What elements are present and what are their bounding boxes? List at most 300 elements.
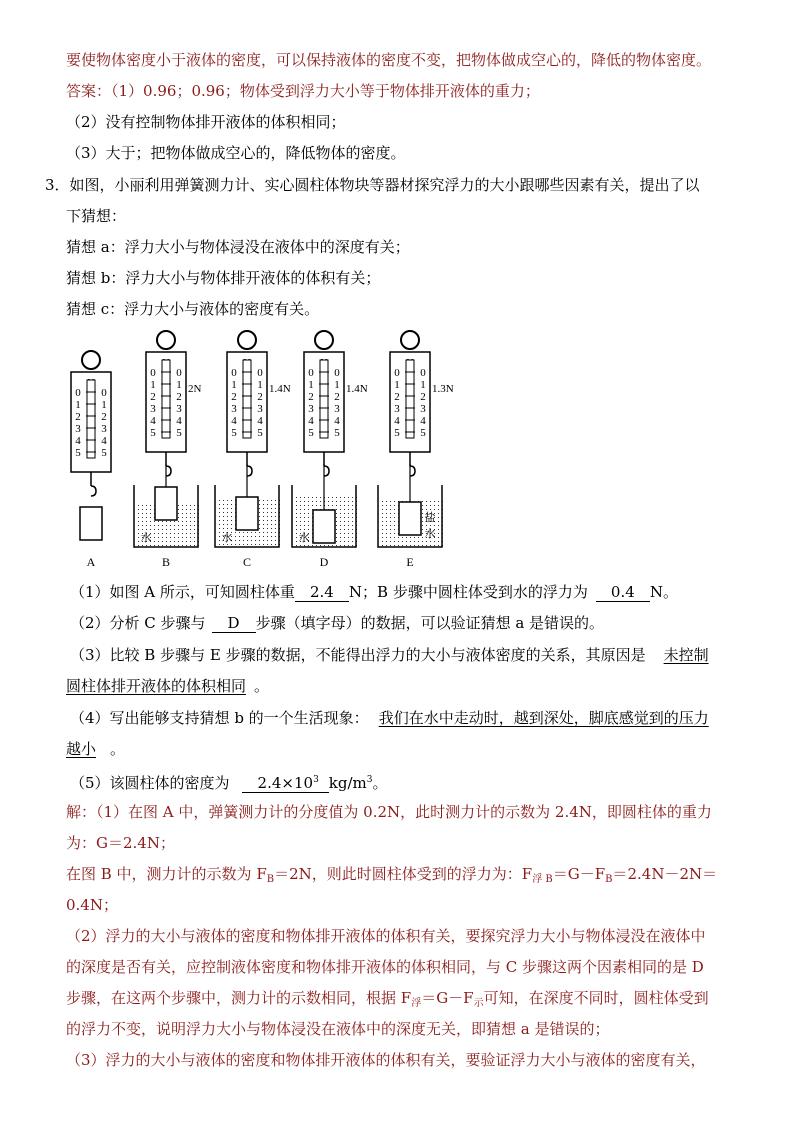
liquid-dot	[227, 500, 228, 501]
liquid-dot	[386, 521, 387, 522]
liquid-dot	[434, 501, 435, 502]
liquid-dot	[162, 525, 163, 526]
scale-tick-label: 0	[75, 387, 81, 399]
liquid-dot	[231, 500, 232, 501]
liquid-dot	[344, 537, 345, 538]
liquid-dot	[308, 521, 309, 522]
liquid-dot	[344, 525, 345, 526]
liquid-dot	[190, 513, 191, 514]
liquid-dot	[340, 497, 341, 498]
liquid-dot	[255, 536, 256, 537]
liquid-dot	[235, 536, 236, 537]
liquid-dot	[267, 508, 268, 509]
liquid-dot	[344, 541, 345, 542]
liquid-dot	[194, 513, 195, 514]
cylinder	[155, 487, 177, 520]
liquid-dot	[158, 533, 159, 534]
liquid-dot	[182, 517, 183, 518]
liquid-dot	[247, 536, 248, 537]
liquid-dot	[296, 521, 297, 522]
liquid-dot	[190, 525, 191, 526]
liquid-dot	[434, 525, 435, 526]
liquid-dot	[174, 537, 175, 538]
liquid-dot	[344, 513, 345, 514]
liquid-dot	[352, 533, 353, 534]
liquid-dot	[259, 536, 260, 537]
liquid-dot	[178, 525, 179, 526]
liquid-dot	[390, 529, 391, 530]
liquid-dot	[267, 516, 268, 517]
liquid-dot	[308, 517, 309, 518]
liquid-dot	[344, 509, 345, 510]
liquid-dot	[267, 536, 268, 537]
liquid-dot	[186, 509, 187, 510]
scale-tick-label: 5	[308, 427, 314, 439]
prev-answer-line: 要使物体密度小于液体的密度，可以保持液体的密度不变，把物体做成空心的，降低的物体密度。	[66, 51, 712, 69]
liquid-dot	[300, 529, 301, 530]
scale-tick-label: 5	[394, 427, 400, 439]
liquid-dot	[162, 529, 163, 530]
liquid-dot	[320, 545, 321, 546]
liquid-dot	[231, 524, 232, 525]
liquid-dot	[182, 509, 183, 510]
liquid-dot	[263, 508, 264, 509]
liquid-dot	[275, 532, 276, 533]
solution-line-9: （3）浮力的大小与液体的密度和物体排开液体的体积有关，要验证浮力大小与液体的密度有关，	[66, 1051, 706, 1069]
liquid-dot	[146, 545, 147, 546]
liquid-dot	[259, 516, 260, 517]
liquid-dot	[263, 544, 264, 545]
liquid-dot	[194, 521, 195, 522]
q2-text-end: 步骤（填字母）的数据，可以验证猜想 a 是错误的。	[255, 614, 605, 632]
liquid-dot	[414, 541, 415, 542]
scale-tick-label: 4	[308, 415, 314, 427]
liquid-dot	[438, 505, 439, 506]
scale-tick-label: 5	[150, 427, 156, 439]
q5-answer	[242, 771, 329, 793]
liquid-dot	[426, 509, 427, 510]
liquid-dot	[352, 513, 353, 514]
liquid-dot	[308, 513, 309, 514]
liquid-dot	[219, 512, 220, 513]
liquid-dot	[154, 537, 155, 538]
liquid-dot	[166, 521, 167, 522]
solution-line-3	[66, 864, 717, 890]
liquid-dot	[316, 505, 317, 506]
liquid-dot	[328, 545, 329, 546]
liquid-dot	[275, 508, 276, 509]
liquid-dot	[438, 525, 439, 526]
liquid-dot	[430, 525, 431, 526]
liquid-dot	[422, 505, 423, 506]
scale-hook	[410, 466, 415, 476]
liquid-dot	[352, 497, 353, 498]
liquid-dot	[390, 521, 391, 522]
solution-line-4: 0.4N；	[66, 896, 118, 914]
liquid-dot	[340, 505, 341, 506]
liquid-dot	[194, 537, 195, 538]
liquid-dot	[271, 536, 272, 537]
liquid-dot	[352, 509, 353, 510]
q1-text-end: N。	[649, 583, 678, 601]
liquid-dot	[227, 516, 228, 517]
liquid-dot	[227, 504, 228, 505]
liquid-dot	[430, 505, 431, 506]
liquid-dot	[332, 505, 333, 506]
liquid-dot	[352, 517, 353, 518]
liquid-dot	[430, 501, 431, 502]
scale-hook	[166, 466, 171, 476]
liquid-dot	[166, 525, 167, 526]
liquid-dot	[422, 513, 423, 514]
liquid-dot	[300, 525, 301, 526]
liquid-dot	[231, 516, 232, 517]
liquid-dot	[300, 505, 301, 506]
liquid-dot	[182, 533, 183, 534]
liquid-dot	[231, 504, 232, 505]
liquid-dot	[162, 537, 163, 538]
liquid-dot	[150, 529, 151, 530]
liquid-dot	[158, 525, 159, 526]
cylinder	[399, 502, 421, 535]
scale-tick-label: 4	[257, 415, 263, 427]
q3-answer-part2: 圆柱体排开液体的体积相同	[66, 677, 247, 695]
liquid-dot	[263, 524, 264, 525]
liquid-dot	[382, 509, 383, 510]
liquid-dot	[304, 509, 305, 510]
liquid-dot	[382, 533, 383, 534]
liquid-dot	[190, 517, 191, 518]
liquid-dot	[382, 505, 383, 506]
liquid-dot	[170, 541, 171, 542]
liquid-dot	[340, 545, 341, 546]
liquid-dot	[438, 533, 439, 534]
sol-text: ＝G－F	[552, 865, 606, 883]
solution-line-2: 为：G＝2.4N；	[66, 834, 175, 852]
scale-reading: 1.3N	[432, 383, 454, 395]
liquid-dot	[263, 516, 264, 517]
answer-heading: 答案：（1）0.96；0.96；物体受到浮力大小等于物体排开液体的重力；	[66, 82, 540, 100]
liquid-dot	[178, 517, 179, 518]
q1-answer-weight: 2.4	[295, 583, 349, 602]
liquid-dot	[386, 513, 387, 514]
liquid-dot	[382, 517, 383, 518]
liquid-dot	[382, 529, 383, 530]
liquid-dot	[243, 544, 244, 545]
scale-tick-label: 2	[257, 391, 263, 403]
liquid-dot	[154, 521, 155, 522]
liquid-dot	[267, 520, 268, 521]
liquid-dot	[178, 529, 179, 530]
liquid-dot	[267, 544, 268, 545]
liquid-dot	[190, 545, 191, 546]
liquid-dot	[398, 545, 399, 546]
liquid-dot	[422, 521, 423, 522]
liquid-dot	[174, 529, 175, 530]
hypothesis-b: 猜想 b：浮力大小与物体排开液体的体积有关；	[66, 269, 381, 287]
liquid-dot	[308, 509, 309, 510]
liquid-dot	[410, 545, 411, 546]
liquid-dot	[186, 517, 187, 518]
scale-tick-label: 3	[231, 403, 237, 415]
scale-tick-label: 3	[75, 423, 81, 435]
liquid-dot	[271, 500, 272, 501]
liquid-dot	[223, 528, 224, 529]
scale-tick-label: 0	[257, 367, 263, 379]
liquid-dot	[190, 537, 191, 538]
liquid-dot	[271, 504, 272, 505]
liquid-dot	[382, 501, 383, 502]
liquid-dot	[138, 545, 139, 546]
scale-tick-label: 1	[334, 379, 340, 391]
liquid-dot	[259, 508, 260, 509]
q2-answer: D	[212, 614, 256, 633]
liquid-dot	[336, 521, 337, 522]
liquid-dot	[340, 525, 341, 526]
liquid-dot	[386, 525, 387, 526]
liquid-dot	[312, 505, 313, 506]
liquid-dot	[434, 509, 435, 510]
liquid-dot	[304, 529, 305, 530]
cylinder	[313, 510, 335, 543]
liquid-dot	[336, 501, 337, 502]
liquid-dot	[340, 529, 341, 530]
liquid-dot	[340, 501, 341, 502]
liquid-dot	[382, 513, 383, 514]
liquid-dot	[194, 541, 195, 542]
q3-line	[70, 645, 709, 665]
scale-tick-label: 0	[231, 367, 237, 379]
liquid-dot	[344, 505, 345, 506]
scale-ring	[157, 331, 175, 349]
liquid-dot	[426, 541, 427, 542]
liquid-dot	[138, 525, 139, 526]
scale-tick-label: 1	[101, 399, 107, 411]
liquid-dot	[150, 517, 151, 518]
liquid-dot	[194, 505, 195, 506]
scale-tick-label: 1	[394, 379, 400, 391]
liquid-dot	[138, 505, 139, 506]
liquid-dot	[154, 525, 155, 526]
scale-tick-label: 1	[308, 379, 314, 391]
liquid-dot	[352, 529, 353, 530]
q5-text: （5）该圆柱体的密度为	[70, 774, 230, 792]
liquid-dot	[166, 541, 167, 542]
liquid-dot	[194, 545, 195, 546]
scale-tick-label: 5	[334, 427, 340, 439]
scale-hook	[91, 486, 96, 496]
liquid-dot	[267, 532, 268, 533]
liquid-dot	[410, 537, 411, 538]
liquid-dot	[182, 545, 183, 546]
liquid-dot	[227, 512, 228, 513]
liquid-label: 水	[298, 532, 310, 544]
liquid-dot	[154, 541, 155, 542]
step-label: E	[406, 555, 414, 569]
liquid-dot	[300, 497, 301, 498]
liquid-dot	[219, 536, 220, 537]
q5-unit: kg/m	[328, 774, 367, 792]
liquid-dot	[251, 540, 252, 541]
liquid-dot	[138, 541, 139, 542]
liquid-dot	[150, 509, 151, 510]
liquid-dot	[138, 521, 139, 522]
liquid-dot	[194, 509, 195, 510]
liquid-dot	[219, 508, 220, 509]
scale-tick-label: 2	[420, 391, 426, 403]
liquid-dot	[344, 517, 345, 518]
liquid-dot	[267, 512, 268, 513]
liquid-dot	[259, 532, 260, 533]
liquid-dot	[344, 497, 345, 498]
liquid-dot	[247, 532, 248, 533]
liquid-dot	[320, 501, 321, 502]
liquid-dot	[402, 537, 403, 538]
liquid-dot	[154, 533, 155, 534]
liquid-dot	[414, 545, 415, 546]
liquid-dot	[308, 505, 309, 506]
liquid-dot	[336, 545, 337, 546]
scale-tick-label: 2	[231, 391, 237, 403]
liquid-dot	[316, 501, 317, 502]
q4-line-2	[66, 739, 125, 759]
liquid-dot	[422, 541, 423, 542]
liquid-dot	[438, 501, 439, 502]
liquid-dot	[150, 513, 151, 514]
liquid-dot	[174, 521, 175, 522]
liquid-dot	[186, 533, 187, 534]
liquid-dot	[174, 541, 175, 542]
liquid-dot	[390, 505, 391, 506]
liquid-dot	[170, 533, 171, 534]
liquid-dot	[170, 525, 171, 526]
liquid-dot	[150, 521, 151, 522]
scale-tick-label: 0	[176, 367, 182, 379]
liquid-dot	[312, 545, 313, 546]
scale-ring	[315, 331, 333, 349]
liquid-dot	[438, 517, 439, 518]
q3-answer-part1: 未控制	[663, 646, 709, 664]
liquid-dot	[426, 525, 427, 526]
solution-line-8: 的浮力不变，说明浮力大小与物体浸没在液体中的深度无关，即猜想 a 是错误的；	[66, 1020, 610, 1038]
liquid-dot	[186, 537, 187, 538]
liquid-dot	[336, 533, 337, 534]
liquid-label: 水	[140, 532, 152, 544]
scale-tick-label: 2	[308, 391, 314, 403]
liquid-dot	[255, 540, 256, 541]
liquid-dot	[304, 505, 305, 506]
liquid-dot	[296, 505, 297, 506]
liquid-dot	[406, 541, 407, 542]
step-label: A	[86, 555, 96, 569]
liquid-dot	[340, 513, 341, 514]
sol-sub: B	[605, 874, 613, 885]
liquid-dot	[438, 529, 439, 530]
scale-tick-label: 0	[150, 367, 156, 379]
liquid-dot	[348, 525, 349, 526]
liquid-dot	[352, 521, 353, 522]
scale-tick-label: 5	[257, 427, 263, 439]
liquid-dot	[235, 532, 236, 533]
liquid-dot	[223, 520, 224, 521]
liquid-dot	[438, 537, 439, 538]
liquid-dot	[438, 545, 439, 546]
liquid-dot	[340, 533, 341, 534]
liquid-dot	[271, 532, 272, 533]
liquid-dot	[263, 532, 264, 533]
sol-sub: 示	[473, 998, 484, 1009]
liquid-dot	[386, 545, 387, 546]
liquid-dot	[146, 529, 147, 530]
liquid-dot	[182, 513, 183, 514]
scale-tick-label: 0	[334, 367, 340, 379]
liquid-dot	[271, 524, 272, 525]
liquid-dot	[332, 497, 333, 498]
liquid-dot	[182, 541, 183, 542]
liquid-dot	[296, 529, 297, 530]
liquid-dot	[186, 545, 187, 546]
liquid-dot	[312, 501, 313, 502]
liquid-dot	[336, 529, 337, 530]
q1-text-mid: N；B 步骤中圆柱体受到水的浮力为	[348, 583, 588, 601]
liquid-dot	[239, 544, 240, 545]
liquid-dot	[251, 532, 252, 533]
scale-tick-label: 0	[420, 367, 426, 379]
liquid-dot	[394, 525, 395, 526]
liquid-dot	[394, 509, 395, 510]
liquid-dot	[223, 508, 224, 509]
liquid-dot	[418, 537, 419, 538]
liquid-dot	[178, 513, 179, 514]
liquid-dot	[275, 512, 276, 513]
liquid-dot	[275, 504, 276, 505]
liquid-dot	[150, 525, 151, 526]
liquid-dot	[308, 545, 309, 546]
scale-tick-label: 4	[101, 435, 107, 447]
liquid-dot	[394, 529, 395, 530]
liquid-dot	[426, 501, 427, 502]
liquid-dot	[352, 525, 353, 526]
liquid-dot	[259, 504, 260, 505]
liquid-dot	[300, 513, 301, 514]
liquid-dot	[247, 544, 248, 545]
scale-tick-label: 1	[257, 379, 263, 391]
liquid-dot	[390, 545, 391, 546]
liquid-dot	[219, 544, 220, 545]
liquid-dot	[178, 505, 179, 506]
liquid-dot	[394, 537, 395, 538]
liquid-dot	[186, 541, 187, 542]
scale-tick-label: 3	[257, 403, 263, 415]
scale-tick-label: 2	[176, 391, 182, 403]
liquid-dot	[344, 545, 345, 546]
liquid-dot	[255, 532, 256, 533]
scale-tick-label: 1	[75, 399, 81, 411]
liquid-dot	[158, 529, 159, 530]
liquid-dot	[259, 520, 260, 521]
liquid-dot	[296, 525, 297, 526]
liquid-dot	[386, 529, 387, 530]
liquid-dot	[162, 545, 163, 546]
liquid-label: 水	[424, 528, 436, 540]
liquid-dot	[304, 545, 305, 546]
liquid-dot	[219, 520, 220, 521]
liquid-dot	[166, 545, 167, 546]
liquid-dot	[430, 545, 431, 546]
answer-line-3: （3）大于；把物体做成空心的，降低物体的密度。	[66, 144, 406, 162]
liquid-dot	[162, 521, 163, 522]
liquid-dot	[352, 541, 353, 542]
